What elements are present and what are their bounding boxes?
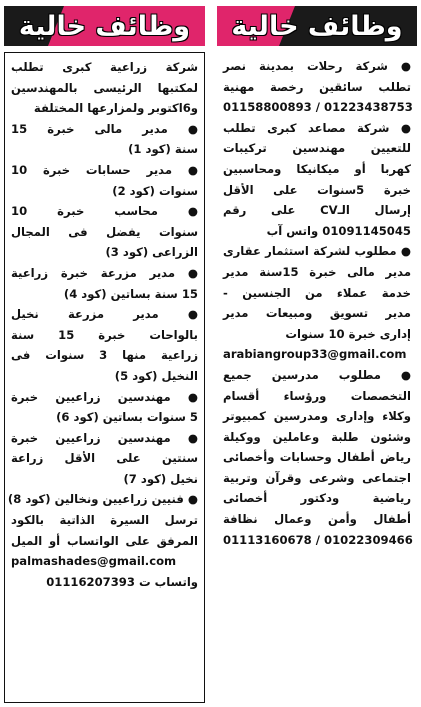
- ad-line: ● شركة مصاعد كبرى تطلب: [223, 120, 411, 135]
- ad-line: 5 سنوات بساتين (كود 6): [56, 410, 198, 425]
- section-banner-right: [217, 6, 417, 46]
- ad-line: شركة زراعية كبرى تطلب: [11, 60, 198, 74]
- ad-line: سنوات يفضل فى المجال: [11, 224, 198, 239]
- ad-whatsapp: واتساب ت 01116207393: [46, 574, 198, 589]
- ad-line: ● مطلوب مدرسين جميع: [223, 367, 411, 382]
- ad-elevators-company: [223, 118, 411, 242]
- ad-line: لمكتبها الرئيسى بالمهندسين: [11, 80, 198, 95]
- ad-line: ● مدير حسابات خبرة 10: [11, 162, 198, 177]
- ad-phone: 01113160678 / 01022309466: [223, 532, 413, 547]
- ad-email[interactable]: arabiangroup33@gmail.com: [223, 347, 407, 362]
- ad-line: خدمة عملاء من الجنسين -: [223, 285, 411, 300]
- position-item: [11, 428, 198, 490]
- ad-line: رياض أطفال وحسابات وأخصائى: [223, 450, 411, 465]
- ad-line: النخيل (كود 5): [114, 368, 198, 383]
- ad-line: ● مطلوب لشركة استثمار عقارى: [223, 244, 411, 259]
- ad-line: ● مدير مزرعة نخيل: [11, 307, 198, 322]
- ad-line: رياضية ودكتور أخصائى: [223, 491, 411, 506]
- ads-container-right: [217, 52, 417, 703]
- ad-line: ● مدير مزرعة خبرة زراعية: [11, 265, 198, 280]
- ad-line: خبرة 5سنوات على الأقل: [223, 182, 411, 197]
- ad-phone: 01091145045 واتس آب: [266, 223, 411, 238]
- position-item: [7, 489, 198, 551]
- ad-line: 15 سنة بساتين (كود 4): [63, 286, 198, 301]
- ad-line: ● مهندسين زراعيين خبرة: [11, 430, 198, 445]
- ad-line: بالواحات خبرة 15 سنة: [11, 327, 198, 342]
- ad-line: سنوات (كود 2): [112, 183, 198, 198]
- ad-line: إرسال الـCV على رقم: [223, 203, 412, 218]
- ad-line: كهربا أو ميكانيكا ومحاسبين: [223, 161, 411, 176]
- ad-line: ● فنيين زراعيين ونخالين (كود 8): [7, 492, 198, 507]
- ad-line: اجتماعى وشرعى وقرآن وتربية: [223, 470, 411, 485]
- ad-intro: [11, 57, 198, 119]
- ad-line: التخصصات ورؤساء أقسام: [223, 388, 411, 403]
- ad-line: المرفق على الواتساب أو الميل: [11, 533, 198, 548]
- section-title: وظائف خالية: [18, 10, 191, 42]
- ad-contact: [11, 551, 198, 592]
- ad-line: سنة (كود 1): [128, 142, 198, 157]
- jobs-column-left: [0, 0, 209, 707]
- ad-phone: 01158800893 / 01223438753: [223, 100, 413, 115]
- ad-line: ● مدير مالى خبرة 15: [11, 121, 198, 136]
- position-item: [11, 387, 198, 428]
- position-item: [11, 119, 198, 160]
- ad-line: إدارى خبرة 10 سنوات: [285, 326, 411, 341]
- column-divider: [209, 0, 213, 707]
- ad-line: ● مهندسين زراعيين خبرة: [11, 389, 198, 404]
- ad-agricultural-company: [4, 52, 205, 703]
- ad-line: سنتين على الأقل زراعة: [11, 451, 198, 466]
- section-title: وظائف خالية: [231, 10, 403, 42]
- ad-line: مدير تسويق ومبيعات مدير: [223, 306, 411, 321]
- ad-line: الزراعى (كود 3): [105, 245, 198, 260]
- ad-line: و6اكتوبر ولمزارعها المختلفة: [33, 101, 198, 116]
- ad-line: ● شركة رحلات بمدينة نصر: [223, 59, 411, 73]
- ad-line: تطلب سائقين رخصة مهنية: [223, 79, 411, 94]
- ad-line: وكلاء وإدارى ومدرسين كمبيوتر: [223, 409, 411, 424]
- jobs-column-right: [213, 0, 421, 707]
- ad-teachers: [223, 365, 411, 550]
- ad-real-estate: [223, 241, 411, 365]
- position-item: [11, 160, 198, 201]
- ad-line: زراعية منها 3 سنوات فى: [11, 348, 198, 363]
- ad-line: مدير مالى خبرة 15سنة مدير: [223, 264, 411, 279]
- position-item: [11, 304, 198, 386]
- ad-email[interactable]: palmashades@gmail.com: [11, 554, 177, 569]
- ad-line: وشئون طلبة وعاملين ووكيلة: [223, 429, 411, 444]
- ad-line: ● محاسب خبرة 10: [11, 204, 198, 219]
- position-item: [11, 263, 198, 304]
- section-banner-left: [4, 6, 205, 46]
- ad-travel-company: [223, 56, 411, 118]
- position-item: [11, 201, 198, 263]
- ad-line: نخيل (كود 7): [123, 471, 198, 486]
- ad-line: للتعيين مهندسين تركيبات: [223, 141, 411, 156]
- ad-line: أطفال وأمن وعمال نظافة: [223, 512, 411, 527]
- ad-line: ترسل السيرة الذاتية بالكود: [11, 513, 198, 528]
